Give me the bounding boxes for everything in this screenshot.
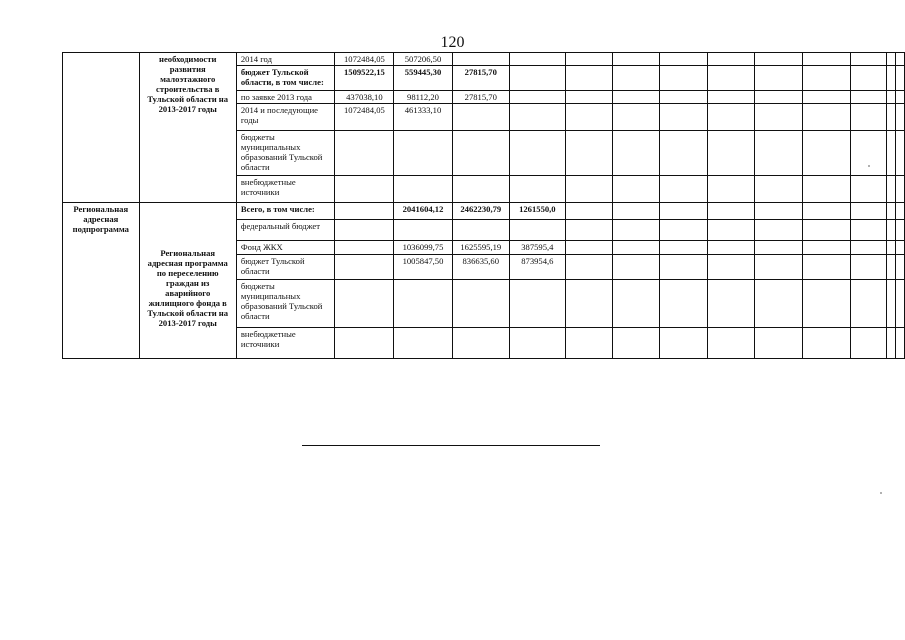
empty-cell	[612, 203, 660, 220]
empty-cell	[896, 104, 905, 131]
empty-cell	[887, 203, 896, 220]
amount-cell	[335, 131, 394, 176]
empty-cell	[803, 66, 851, 91]
empty-cell	[707, 241, 755, 255]
table-row	[63, 203, 905, 220]
funding-source-cell: внебюджетные источники	[236, 328, 335, 359]
empty-cell	[887, 91, 896, 104]
empty-cell	[896, 255, 905, 280]
empty-cell	[803, 328, 851, 359]
empty-cell	[755, 241, 803, 255]
empty-cell	[755, 91, 803, 104]
empty-cell	[803, 203, 851, 220]
empty-cell	[565, 255, 612, 280]
funding-source-cell: внебюджетные источники	[236, 176, 335, 203]
empty-cell	[707, 104, 755, 131]
amount-cell	[452, 104, 509, 131]
amount-cell	[452, 280, 509, 328]
empty-cell	[707, 91, 755, 104]
empty-cell	[850, 241, 886, 255]
amount-cell: 1036099,75	[394, 241, 452, 255]
empty-cell	[565, 203, 612, 220]
amount-cell: 1509522,15	[335, 66, 394, 91]
empty-cell	[612, 66, 660, 91]
amount-cell	[509, 66, 565, 91]
amount-cell: 98112,20	[394, 91, 452, 104]
empty-cell	[612, 104, 660, 131]
amount-cell: 387595,4	[509, 241, 565, 255]
amount-cell: 2462230,79	[452, 203, 509, 220]
empty-cell	[660, 66, 708, 91]
empty-cell	[660, 91, 708, 104]
empty-cell	[755, 53, 803, 66]
funding-source-cell: бюджеты муниципальных образований Тульской области	[236, 280, 335, 328]
empty-cell	[850, 91, 886, 104]
empty-cell	[660, 131, 708, 176]
empty-cell	[565, 131, 612, 176]
empty-cell	[707, 280, 755, 328]
empty-cell	[660, 104, 708, 131]
budget-table	[62, 52, 905, 359]
empty-cell	[660, 280, 708, 328]
empty-cell	[612, 241, 660, 255]
empty-cell	[803, 255, 851, 280]
amount-cell	[394, 220, 452, 241]
amount-cell	[509, 53, 565, 66]
funding-source-cell: федеральный бюджет	[236, 220, 335, 241]
empty-cell	[887, 241, 896, 255]
amount-cell	[394, 176, 452, 203]
amount-cell	[452, 220, 509, 241]
empty-cell	[755, 255, 803, 280]
empty-cell	[660, 220, 708, 241]
empty-cell	[755, 131, 803, 176]
amount-cell	[394, 280, 452, 328]
empty-cell	[850, 176, 886, 203]
amount-cell: 437038,10	[335, 91, 394, 104]
empty-cell	[755, 220, 803, 241]
empty-cell	[707, 131, 755, 176]
empty-cell	[850, 53, 886, 66]
empty-cell	[887, 176, 896, 203]
scan-speck	[868, 165, 870, 167]
empty-cell	[803, 53, 851, 66]
empty-cell	[850, 131, 886, 176]
empty-cell	[850, 203, 886, 220]
amount-cell: 27815,70	[452, 91, 509, 104]
empty-cell	[803, 131, 851, 176]
amount-cell	[335, 241, 394, 255]
amount-cell	[509, 131, 565, 176]
amount-cell: 2041604,12	[394, 203, 452, 220]
amount-cell: 1072484,05	[335, 104, 394, 131]
empty-cell	[896, 203, 905, 220]
empty-cell	[887, 104, 896, 131]
empty-cell	[565, 66, 612, 91]
amount-cell: 559445,30	[394, 66, 452, 91]
empty-cell	[660, 203, 708, 220]
empty-cell	[896, 91, 905, 104]
amount-cell	[509, 280, 565, 328]
empty-cell	[565, 328, 612, 359]
funding-source-cell: Фонд ЖКХ	[236, 241, 335, 255]
program-name-cell: необходимости развития малоэтажного строительства в Тульской области на 2013-2017 годы	[139, 53, 236, 203]
empty-cell	[896, 328, 905, 359]
empty-cell	[565, 91, 612, 104]
empty-cell	[707, 176, 755, 203]
footer-divider	[302, 445, 600, 446]
empty-cell	[896, 176, 905, 203]
empty-cell	[887, 66, 896, 91]
amount-cell	[335, 255, 394, 280]
amount-cell: 1005847,50	[394, 255, 452, 280]
empty-cell	[850, 328, 886, 359]
empty-cell	[660, 176, 708, 203]
amount-cell	[335, 203, 394, 220]
amount-cell	[509, 91, 565, 104]
empty-cell	[565, 53, 612, 66]
empty-cell	[850, 220, 886, 241]
empty-cell	[755, 66, 803, 91]
empty-cell	[565, 241, 612, 255]
amount-cell	[452, 176, 509, 203]
funding-source-cell: 2014 год	[236, 53, 335, 66]
funding-source-cell: Всего, в том числе:	[236, 203, 335, 220]
amount-cell: 1261550,0	[509, 203, 565, 220]
amount-cell: 873954,6	[509, 255, 565, 280]
empty-cell	[896, 131, 905, 176]
empty-cell	[896, 280, 905, 328]
amount-cell	[452, 53, 509, 66]
empty-cell	[850, 104, 886, 131]
funding-source-cell: бюджеты муниципальных образований Тульской области	[236, 131, 335, 176]
empty-cell	[803, 104, 851, 131]
amount-cell	[509, 220, 565, 241]
empty-cell	[887, 53, 896, 66]
empty-cell	[803, 176, 851, 203]
page-number: 120	[440, 34, 465, 51]
amount-cell: 461333,10	[394, 104, 452, 131]
empty-cell	[660, 255, 708, 280]
empty-cell	[612, 220, 660, 241]
amount-cell	[335, 176, 394, 203]
empty-cell	[887, 131, 896, 176]
subprogram-cell	[63, 53, 140, 203]
scan-speck	[880, 492, 882, 494]
amount-cell	[394, 328, 452, 359]
empty-cell	[612, 280, 660, 328]
empty-cell	[755, 203, 803, 220]
empty-cell	[660, 241, 708, 255]
empty-cell	[887, 255, 896, 280]
empty-cell	[887, 328, 896, 359]
empty-cell	[803, 241, 851, 255]
empty-cell	[755, 176, 803, 203]
empty-cell	[565, 220, 612, 241]
empty-cell	[565, 176, 612, 203]
amount-cell: 27815,70	[452, 66, 509, 91]
amount-cell	[509, 328, 565, 359]
empty-cell	[896, 241, 905, 255]
empty-cell	[707, 66, 755, 91]
empty-cell	[887, 280, 896, 328]
empty-cell	[755, 104, 803, 131]
empty-cell	[707, 328, 755, 359]
budget-table-body	[63, 53, 905, 359]
funding-source-cell: по заявке 2013 года	[236, 91, 335, 104]
amount-cell: 1625595,19	[452, 241, 509, 255]
empty-cell	[803, 220, 851, 241]
amount-cell: 507206,50	[394, 53, 452, 66]
amount-cell	[335, 328, 394, 359]
empty-cell	[565, 280, 612, 328]
empty-cell	[850, 280, 886, 328]
amount-cell	[394, 131, 452, 176]
empty-cell	[896, 220, 905, 241]
empty-cell	[707, 220, 755, 241]
funding-source-cell: 2014 и последующие годы	[236, 104, 335, 131]
empty-cell	[803, 280, 851, 328]
amount-cell	[452, 131, 509, 176]
empty-cell	[707, 203, 755, 220]
empty-cell	[850, 255, 886, 280]
funding-source-cell: бюджет Тульской области	[236, 255, 335, 280]
empty-cell	[660, 328, 708, 359]
funding-source-cell: бюджет Тульской области, в том числе:	[236, 66, 335, 91]
empty-cell	[612, 131, 660, 176]
empty-cell	[660, 53, 708, 66]
empty-cell	[565, 104, 612, 131]
amount-cell	[335, 220, 394, 241]
empty-cell	[612, 53, 660, 66]
amount-cell	[335, 280, 394, 328]
table-row	[63, 53, 905, 66]
subprogram-cell: Региональная адресная подпрограмма	[63, 203, 140, 359]
amount-cell	[509, 176, 565, 203]
empty-cell	[887, 220, 896, 241]
empty-cell	[612, 328, 660, 359]
empty-cell	[803, 91, 851, 104]
empty-cell	[707, 255, 755, 280]
empty-cell	[612, 91, 660, 104]
empty-cell	[755, 280, 803, 328]
empty-cell	[707, 53, 755, 66]
empty-cell	[850, 66, 886, 91]
amount-cell	[509, 104, 565, 131]
empty-cell	[896, 53, 905, 66]
empty-cell	[755, 328, 803, 359]
empty-cell	[612, 255, 660, 280]
empty-cell	[896, 66, 905, 91]
amount-cell: 836635,60	[452, 255, 509, 280]
amount-cell: 1072484,05	[335, 53, 394, 66]
amount-cell	[452, 328, 509, 359]
empty-cell	[612, 176, 660, 203]
program-name-cell: Региональная адресная программа по переселению граждан из аварийного жилищного фонда в Тульской области на 2013-2017 годы	[139, 203, 236, 359]
